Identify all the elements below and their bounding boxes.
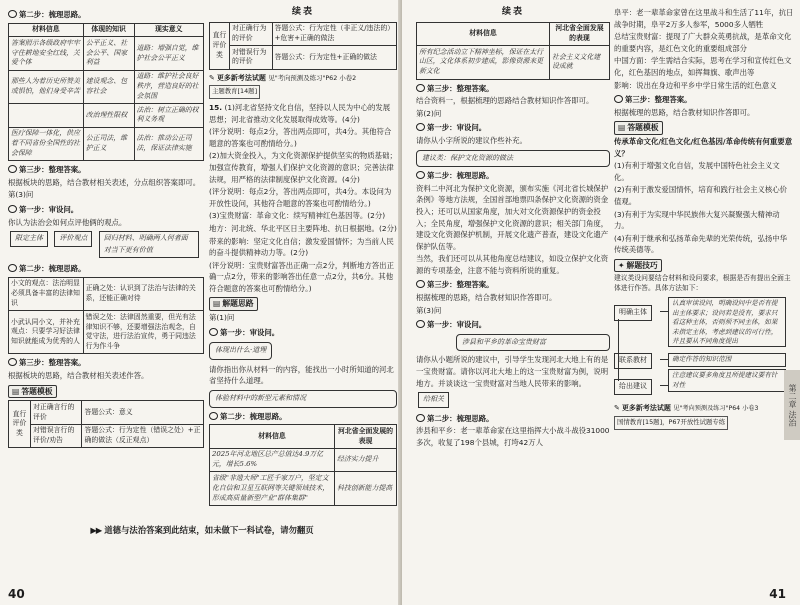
question-label: 第(3)问 bbox=[8, 190, 34, 200]
paragraph: 根据梳理的思路，结合教材知识作答即可。 bbox=[416, 293, 557, 303]
step-icon bbox=[8, 10, 17, 18]
question-prompt: 请你指出你从材料一的内容，能找出一小时所知道的河北省坚持什么道理。 bbox=[209, 364, 394, 386]
annotation-box: 涉县和平乡的革命宝贵财富 bbox=[456, 334, 610, 352]
step-heading: 第一步：审设问。 bbox=[416, 319, 610, 331]
step-icon bbox=[416, 414, 425, 422]
table-row bbox=[210, 46, 397, 70]
table-cell: 公平正义、社会公平、国家利益 bbox=[83, 37, 134, 70]
paragraph: 根据板块的思路，结合教材相关表述，分点组织答案即可。 bbox=[8, 177, 201, 187]
continuation-label: 续表 bbox=[501, 7, 524, 17]
paragraph: 根据梳理的思路，结合教材知识作答即可。 bbox=[614, 107, 755, 117]
step-heading: 第三步：整理答案。 bbox=[8, 357, 204, 369]
annotation-box: 建议类：保护文化资源的做法 bbox=[416, 150, 610, 168]
step-heading: 第二步：梳理思路。 bbox=[416, 170, 610, 182]
topic-title: 传承革命文化/红色文化/红色基因/革命传统有何重要意义？ bbox=[614, 136, 793, 158]
table-row bbox=[9, 104, 204, 128]
connector-line bbox=[660, 385, 668, 386]
table-cell: 正确之处：认识到了法治与法律的关系，还能正确对待 bbox=[83, 277, 203, 310]
step-heading: 第一步：审设问。 bbox=[416, 122, 610, 134]
paragraph: 资料二中河北为保护文化资源，颁布实施《河北省长城保护条例》等地方法规，全国首部地票四条保护文化资源的资金投入；还可以从国家角度，加大对文化资源保护的资金投入；全民角度，增强保护文化资源的意识；相关部门角度，建设文化资源保护机制，开展文化遗产普查，建设文化遗产保护队伍等。 bbox=[416, 183, 609, 251]
continued-table bbox=[416, 22, 610, 80]
question-label: 第(1)问 bbox=[209, 313, 235, 323]
table-cell: 答案照示各级政府牢牢守住耕地安全红线，关爱个体 bbox=[9, 37, 84, 70]
table-cell: 所有纪念活动立下精神坐标，保证在太行山区，文化体系初步建成，影像资源来更新文化 bbox=[417, 46, 550, 79]
step-icon bbox=[209, 328, 218, 336]
list-item: (2)有利于激发爱国情怀，培育和践行社会主义核心价值观。 bbox=[614, 185, 788, 206]
table-header: 河北省全面发展的表现 bbox=[335, 425, 397, 449]
paragraph: 地方：河北统、华北平区日主要阵地、抗日根据地。(2分) bbox=[209, 223, 397, 233]
table-cell: 道路：增强自觉，维护社会公平正义 bbox=[134, 37, 203, 70]
table-row bbox=[210, 448, 397, 472]
table-header: 河北省全面发展的表现 bbox=[550, 22, 610, 46]
list-item: (3)有利于为实现中华民族伟大复兴凝聚强大精神动力。 bbox=[614, 209, 780, 231]
table-header: 现实意义 bbox=[134, 23, 203, 37]
annotation-box: 体验材料中的新型元素和情况 bbox=[209, 390, 397, 408]
step-heading: 第三步：整理答案。 bbox=[8, 164, 204, 176]
paragraph: (2)加大资金投入，为文化资源保护提供坚实的物质基础；加强宣传教育，增强人们保护文化资源的意识；完善法律法规，用严格的法律制度保护文化资源。(4分) bbox=[209, 151, 397, 184]
question-label: 第(2)问 bbox=[416, 108, 442, 118]
step-icon bbox=[416, 280, 425, 288]
paragraph: 总结宝贵财富：提现了广大群众英勇抗战，是革命文化的重要内容，是红色文化的重要组成部分 bbox=[614, 32, 792, 53]
annotation-box: 评价观点 bbox=[54, 231, 92, 247]
table-row bbox=[417, 46, 610, 79]
table-cell: 答题公式：意义 bbox=[82, 401, 204, 425]
connector-line bbox=[618, 319, 619, 381]
table-cell: 医疗保障一体化，供应着不同省份全国性的社会保障 bbox=[9, 127, 84, 160]
template-badge: ▤ 答题模板 bbox=[614, 121, 663, 135]
paragraph: 根据板块的思路，结合教材相关表述作答。 bbox=[8, 371, 149, 381]
table-cell: 经济实力提升 bbox=[335, 448, 397, 472]
step-icon bbox=[416, 171, 425, 179]
right-column-2 bbox=[614, 6, 794, 432]
continuation-label: 续表 bbox=[291, 7, 314, 17]
step-icon bbox=[8, 264, 17, 272]
table-cell: 直行评价类 bbox=[210, 22, 230, 69]
clipboard-icon: ▤ bbox=[12, 386, 20, 396]
annotation-box: 限定主体 bbox=[10, 231, 48, 247]
paragraph: 建议类设问要结合材料和设问要求，根据是否有提出全面主体进行作答。具体方法如下： bbox=[614, 274, 791, 293]
paragraph: 阜平：老一辈革命家曾在这里战斗和生活了11年，抗日战争时期，阜平2万多人参军，5000多人牺牲 bbox=[614, 8, 794, 29]
table-row bbox=[9, 37, 204, 70]
more-practice-heading: ✎ 更多新考法试题 见"考向预测及练习"P62 小卷2 bbox=[209, 73, 357, 82]
left-column-2 bbox=[209, 6, 397, 509]
table-cell: 社会主义文化建设成就 bbox=[550, 46, 610, 79]
table-cell: 公正司法，维护正义 bbox=[83, 127, 134, 160]
paragraph: 中国方面：学生需结合实际，思考在学习和宣传红色文化，红色基因的地点，如挥舞旗、歌声出等 bbox=[614, 56, 792, 77]
more-practice-subtitle: 国情教育[15题]，P67开放性试题专练 bbox=[614, 416, 728, 430]
table-row bbox=[9, 424, 204, 448]
table-cell: 改治理性限权 bbox=[83, 104, 134, 128]
table-cell: 对正确言行的评价 bbox=[31, 401, 82, 425]
continued-table bbox=[209, 22, 397, 70]
question-prompt: 请你从小题所说的建议中，引导学生发现河北大地上有的是一宝贵财富。请你以河北大地上的这一宝贵财富为例，说明地方。并谈谈这一宝贵财富对当地人民带来的影响。 bbox=[416, 355, 609, 388]
step-icon bbox=[8, 205, 17, 213]
paragraph: (3)宝贵财富：革命文化：续写精神红色基因等。(2分) bbox=[209, 211, 386, 221]
table-cell: 2025年河北地区总产总值达4.9万亿元，增长5.6% bbox=[210, 448, 335, 472]
annotation-box: 给相关 bbox=[418, 392, 449, 408]
right-page bbox=[402, 0, 800, 605]
chapter-side-tab: 第二章 法治 bbox=[784, 370, 800, 440]
table-row bbox=[9, 277, 204, 310]
step-heading: 第一步：审设问。 bbox=[209, 327, 397, 339]
explain-badge: ▤ 解题思路 bbox=[209, 297, 258, 311]
list-item: (4)有利于继承和弘扬革命先辈的光荣传统，弘扬中华传统美德等。 bbox=[614, 233, 788, 255]
paragraph: 涉县和平乡：老一辈革命家在这里指挥大小战斗战役31000多次，收复了198个县城，打垮42万人 bbox=[416, 426, 610, 448]
step-heading: 第二步：梳理思路。 bbox=[8, 9, 204, 21]
table-header: 体现的知识 bbox=[83, 23, 134, 37]
table-row bbox=[9, 70, 204, 103]
end-banner: ▶▶ 道德与法治答案到此结束，如未做下一科试卷，请勿翻页 bbox=[90, 525, 314, 535]
table-cell: 法治：树立正确的权利义务观 bbox=[134, 104, 203, 128]
step-icon bbox=[416, 320, 425, 328]
step-icon bbox=[209, 412, 218, 420]
paragraph: (评分说明：每点2分，答出两点即可，共4分。其他符合题意的答案也可酌情给分。) bbox=[209, 127, 392, 148]
table-row bbox=[210, 22, 397, 46]
connector-line bbox=[660, 311, 668, 312]
template-badge: ▤ 答题模板 bbox=[8, 385, 57, 399]
table-cell: 建设观念、包容社会 bbox=[83, 70, 134, 103]
tip-badge: ✦ 解题技巧 bbox=[614, 259, 662, 273]
paragraph: 带来的影响：坚定文化自信；激发爱国情怀；为当前人民的奋斗提供精神动力等。(2分) bbox=[209, 236, 394, 258]
step-icon bbox=[8, 165, 17, 173]
step-heading: 第二步：梳理思路。 bbox=[416, 413, 610, 425]
right-column-1 bbox=[416, 6, 610, 450]
annotation-box: 体现出什么·道理 bbox=[209, 342, 272, 360]
lightbulb-icon: ✦ bbox=[618, 260, 625, 270]
more-practice-subtitle: 主题教育[14题] bbox=[209, 85, 260, 99]
step-heading: 第二步：梳理思路。 bbox=[209, 411, 397, 423]
connector-line bbox=[660, 359, 668, 360]
mind-map-leaf: 认真审读设问，明确设问中是否有提出主体要求；设问若是没有，要求只看这种主体，否则须不同主体，如果未指定主体，考虑到建议的可行性，并且要从不同角度提出 bbox=[668, 297, 786, 347]
pen-icon: ✎ bbox=[614, 404, 620, 413]
clipboard-icon: ▤ bbox=[213, 299, 221, 309]
left-column-1 bbox=[8, 6, 204, 451]
more-practice-heading: ✎ 更多新考法试题 见"考向预测及练习"P64 小卷3 bbox=[614, 404, 759, 413]
viewpoint-table bbox=[8, 277, 204, 355]
table-cell: 对错误行为的评价 bbox=[230, 46, 273, 70]
paragraph: (评分说明：每点2分，答出两点即可，共4分。本设问为开放性设问，其他符合题意的答案也可酌情给分。) bbox=[209, 187, 392, 208]
mind-map-node: 给出建议 bbox=[614, 379, 652, 395]
template-table bbox=[8, 400, 204, 448]
mind-map-leaf: 注意建议要多角度且所提建议要有针对性 bbox=[668, 369, 786, 392]
table-header: 材料信息 bbox=[210, 425, 335, 449]
clipboard-icon: ▤ bbox=[618, 123, 626, 133]
mind-map bbox=[614, 297, 794, 399]
material-table bbox=[8, 23, 204, 162]
mind-map-node: 明确主体 bbox=[614, 305, 652, 321]
table-header: 材料信息 bbox=[417, 22, 550, 46]
table-cell: 对错误言行的评价/劝告 bbox=[31, 424, 82, 448]
table-header: 材料信息 bbox=[9, 23, 84, 37]
mind-map-leaf: 确定作答的知识范围 bbox=[668, 353, 786, 366]
step-heading: 第三步：整理答案。 bbox=[416, 83, 610, 95]
step-icon bbox=[416, 123, 425, 131]
step-heading: 第三步：整理答案。 bbox=[614, 94, 794, 106]
step-heading: 第一步：审设问。 bbox=[8, 204, 204, 216]
step-icon bbox=[8, 358, 17, 366]
page-number: 41 bbox=[769, 587, 786, 601]
question-prompt: 请你从小字所说的建议作些补充。 bbox=[416, 135, 527, 145]
paragraph: 影响：说出在身边和平乡中学日常生活的红色意义 bbox=[614, 80, 777, 90]
table-cell: 那些人为着历史所赞美或惧怕，他们身受辛苦 bbox=[9, 70, 84, 103]
paragraph: 结合资料一，根据梳理的思路结合教材知识作答即可。 bbox=[416, 96, 594, 106]
question-label: 第(3)问 bbox=[416, 305, 442, 315]
table-row bbox=[210, 472, 397, 505]
question-prompt: 你认为法治会如何点评他俩的观点。 bbox=[8, 217, 127, 227]
pen-icon: ✎ bbox=[209, 73, 215, 82]
annotation-box: 回归材料、明确两人何者面对当下更有价值 bbox=[99, 231, 199, 258]
page-number: 40 bbox=[8, 587, 25, 601]
step-icon bbox=[614, 95, 623, 103]
table-cell: 省级"非遗大师"工匠千家万户，坚定文化自信和卫星互联网等关键领域技术，形成高质量新型产业"群体集群" bbox=[210, 472, 335, 505]
mind-map-node: 联系教材 bbox=[614, 353, 652, 369]
table-cell: 对正确行为的评价 bbox=[230, 22, 273, 46]
arrow-icon: ▶▶ bbox=[90, 525, 102, 535]
table-cell: 答题公式：行为定性（非正义/违法的）+危害+正确的做法 bbox=[272, 22, 396, 46]
table-cell: 直行评价类 bbox=[9, 401, 31, 448]
table-cell: 答题公式：行为定性（错误之处）+正确的做法（反正观点） bbox=[82, 424, 204, 448]
paragraph: (评分说明：宝贵财富答出正确一点2分，判断地方答出正确一点2分，带来的影响答出任意一点2分，共6分。其他符合题意的答案也可酌情给分。) bbox=[209, 260, 394, 293]
table-cell bbox=[9, 104, 84, 128]
answer-15: 15. (1)河北省坚持文化自信，坚持以人民为中心的发展思想；河北省推动文化发展取得成效等。(4分) bbox=[209, 102, 391, 124]
development-table bbox=[209, 424, 397, 506]
table-cell: 小文的观点：法治明显必须具备丰富的法律知识 bbox=[9, 277, 84, 310]
step-heading: 第三步：整理答案。 bbox=[416, 279, 610, 291]
table-cell: 科技创新能力提高 bbox=[335, 472, 397, 505]
table-cell: 错误之处：法律固然重要，但光有法律知识不够，还要增强法治观念，自觉守法，进行法治宣传，勇于同违法行为作斗争 bbox=[83, 311, 203, 354]
table-row bbox=[9, 401, 204, 425]
table-row bbox=[9, 311, 204, 354]
table-cell: 小武认同小文，并补充观点：只要学习好法律知识就能成为优秀的人 bbox=[9, 311, 84, 354]
step-heading: 第二步：梳理思路。 bbox=[8, 263, 204, 275]
paragraph: 当然，我们还可以从其他角度总结建议，如设立保护文化资源的专项基金，注意不能与资料所说的重复。 bbox=[416, 254, 609, 275]
table-cell: 道路：维护社会良好秩序，营造良好的社会氛围 bbox=[134, 70, 203, 103]
table-cell: 答题公式：行为定性+正确的做法 bbox=[272, 46, 396, 70]
step-icon bbox=[416, 84, 425, 92]
list-item: (1)有利于增强文化自信，发展中国特色社会主义文化。 bbox=[614, 161, 780, 182]
table-row bbox=[9, 127, 204, 160]
table-cell: 法治：推动公正司法，保证法律实施 bbox=[134, 127, 203, 160]
